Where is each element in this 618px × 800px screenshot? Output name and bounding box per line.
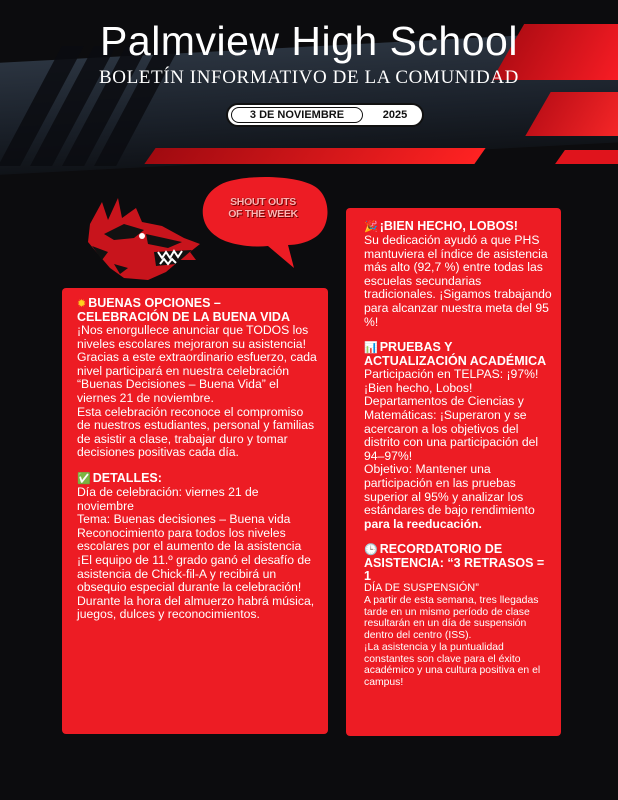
heading-text: CELEBRACIÓN DE LA BUENA VIDA — [77, 310, 290, 324]
newsletter-subtitle: BOLETÍN INFORMATIVO DE LA COMUNIDAD — [99, 67, 519, 88]
departments-paragraph: Departamentos de Ciencias y Matemáticas: ¡Superaron y se acercaron a los objetivos del distrito con una participación del 94–97%! — [364, 394, 539, 463]
wolf-mascot-icon — [84, 194, 204, 284]
section-heading — [364, 341, 553, 368]
chart-icon: 📊 — [364, 342, 378, 355]
detail-item: ¡El equipo de 11.º grado ganó el desafío de asistencia de Chick-fil-A y recibirá un obsequio especial durante la celebración! — [77, 552, 311, 595]
check-icon: ✅ — [77, 472, 91, 485]
heading-text: PRUEBAS Y — [379, 340, 453, 355]
section-heading — [364, 543, 553, 583]
body-paragraph: Esta celebración reconoce el compromiso de nuestros estudiantes, personal y familias de asistir a clase, trabajar duro y tomar decisiones positivas cada día. — [77, 404, 315, 460]
school-title: Palmview High School — [100, 18, 518, 64]
heading-text: BUENAS OPCIONES – — [88, 296, 221, 310]
bubble-line: SHOUT OUTS — [230, 196, 296, 208]
attendance-paragraph: Su dedicación ayudó a que PHS mantuviera el índice de asistencia más alto (92,7 %) entre todas las escuelas secundarias tradicionales. ¡Sigamos trabajando para alcanzar nuestra meta del 95 %! — [364, 233, 552, 329]
tardy-paragraph: A partir de esta semana, tres llegadas tarde en un mismo período de clase resultarán en un día de suspensión dentro del centro (ISS). — [364, 594, 539, 642]
sun-icon: ✹ — [77, 298, 87, 310]
section-heading — [364, 220, 553, 234]
punctuality-paragraph: ¡La asistencia y la puntualidad constantes son clave para el éxito académico y una cultura positiva en el campus! — [364, 641, 541, 688]
detail-item: Reconocimiento para todos los niveles escolares por el aumento de la asistencia — [77, 525, 302, 554]
celebration-panel — [62, 288, 328, 734]
detail-item: Día de celebración: viernes 21 de noviembre — [77, 484, 259, 513]
updates-panel — [346, 208, 561, 736]
party-icon: 🎉 — [364, 221, 378, 233]
bubble-line: OF THE WEEK — [228, 208, 298, 220]
red-accent-bar — [555, 150, 618, 164]
issue-date: 3 DE NOVIEMBRE — [231, 107, 363, 123]
objective-text: Objetivo: Mantener una participación en las pruebas superior al 95% y analizar los estándares de bajo rendimiento — [364, 462, 535, 518]
intro-paragraph: ¡Nos enorgullece anunciar que TODOS los niveles escolares mejoraron su asistencia! Gracias a este extraordinario esfuerzo, cada nivel participará en nuestra celebración “Buenas Decisiones – Buena Vida” el viernes 21 de noviembre. — [77, 323, 317, 405]
clock-icon: 🕒 — [364, 544, 378, 557]
heading-text: DETALLES: — [92, 470, 162, 485]
heading-text: ¡BIEN HECHO, LOBOS! — [379, 219, 518, 233]
heading-text: ASISTENCIA: “3 RETRASOS = 1 — [364, 556, 545, 584]
detail-item: Tema: Buenas decisiones – Buena vida — [77, 512, 291, 527]
shout-outs-heading — [208, 196, 318, 220]
detail-item: Durante la hora del almuerzo habrá música, juegos, dulces y reconocimientos. — [77, 593, 315, 622]
heading-text: ACTUALIZACIÓN ACADÉMICA — [364, 354, 547, 369]
section-heading — [77, 297, 318, 324]
suspension-subheading: DÍA DE SUSPENSIÓN” — [364, 582, 479, 595]
speech-bubble-icon — [196, 176, 334, 274]
heading-text: RECORDATORIO DE — [379, 542, 503, 557]
objective-bold: para la reeducación. — [364, 516, 482, 531]
details-heading — [77, 472, 318, 486]
date-pill — [226, 103, 424, 127]
issue-year: 2025 — [382, 109, 408, 121]
red-accent-bar — [144, 148, 485, 164]
objective-paragraph — [364, 463, 553, 531]
telpas-paragraph: Participación en TELPAS: ¡97%! ¡Bien hecho, Lobos! — [364, 367, 539, 395]
